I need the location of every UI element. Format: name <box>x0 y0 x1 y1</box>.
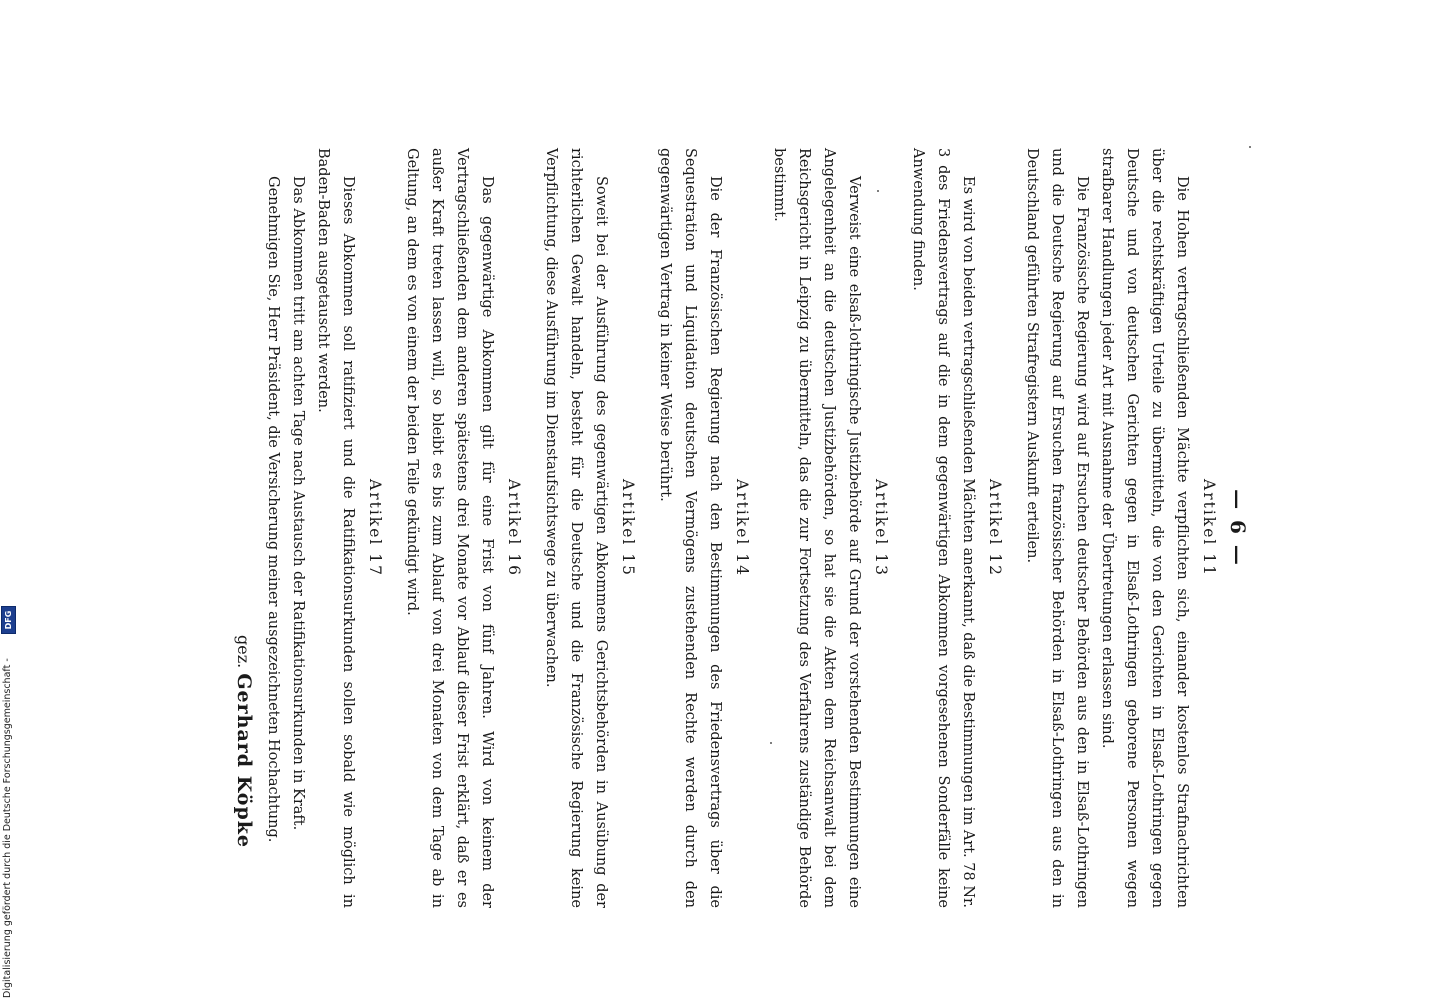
page-number: — 6 — <box>1226 489 1250 567</box>
article-paragraph: Das Abkommen tritt am achten Tage nach Austausch der Ratifikationsurkunden in Kraft. <box>290 176 306 831</box>
article-paragraph: Die Französische Regierung wird auf Ersuchen deutscher Behörden aus den in Elsaß-Lothringen und die Deutsche Regierung auf Ersuchen französischer Behörden in Elsaß-Lothringen aus den in Deutschland geführten Strafregistern Auskunft erteilen. <box>1024 148 1090 908</box>
article-heading: Artikel 13 <box>872 479 890 577</box>
scan-speck <box>1249 146 1251 148</box>
article-paragraph: Die Hohen vertragschließenden Mächte verpflichten sich, einander kostenlos Strafnachrichten über die rechtskräftigen Urteile zu übermitteln, die von den Gerichten in Elsaß-Lothringen gegen Deutsche und von deutschen Gerichten gegen in Elsaß-Lothringen geborene Personen wegen strafbarer Handlungen jeder Art mit Ausnahme der Übertretungen erlassen sind. <box>1099 148 1190 908</box>
scan-speck <box>877 190 879 192</box>
article-paragraph: Die der Französischen Regierung nach den Bestimmungen des Friedensvertrags über die Sequestration und Liquidation deutschen Vermögens zustehenden Rechte werden durch den gegenwärtigen Vertrag in keiner Weise berührt. <box>657 148 723 908</box>
article-14 <box>652 148 754 908</box>
article-15 <box>538 148 640 908</box>
dfg-logo-icon: DFG <box>1 606 16 634</box>
article-12 <box>905 148 1007 908</box>
article-17 <box>260 148 387 908</box>
scan-speck <box>770 742 772 744</box>
rotated-page-viewport <box>200 128 1250 928</box>
digitization-notice <box>0 606 16 998</box>
document-page <box>200 128 1250 928</box>
signature-block <box>231 148 256 908</box>
article-11 <box>1019 148 1221 908</box>
article-paragraph: Verweist eine elsaß-lothringische Justizbehörde auf Grund der vorstehenden Bestimmungen eine Angelegenheit an die deutschen Justizbehörden, so hat sie die Akten dem Reichsanwalt bei dem Reichsgericht in Leipzig zu übermitteln, das die zur Fortsetzung des Verfahrens zuständige Behörde bestimmt. <box>771 148 862 908</box>
digitization-notice-text: Digitalisierung gefördert durch die Deutsche Forschungsgemeinschaft - <box>2 658 13 998</box>
article-16 <box>399 148 526 908</box>
article-heading: Artikel 15 <box>619 479 637 577</box>
article-paragraph: Es wird von beiden vertragschließenden Mächten anerkannt, daß die Bestimmungen im Art. 78 Nr. 3 des Friedensvertrags auf die in dem gegenwärtigen Abkommen vorgesehenen Sonderfälle keine Anwendung finden. <box>910 148 976 908</box>
signature-name: Gerhard Köpke <box>233 673 255 848</box>
article-13 <box>766 148 893 908</box>
article-paragraph: Dieses Abkommen soll ratifiziert und die Ratifikationsurkunden sollen sobald wie möglich in Baden-Baden ausgetauscht werden. <box>315 148 356 908</box>
article-heading: Artikel 16 <box>505 479 523 577</box>
article-heading: Artikel 11 <box>1200 479 1218 577</box>
article-heading: Artikel 12 <box>986 479 1004 577</box>
article-paragraph: Soweit bei der Ausführung des gegenwärtigen Abkommens Gerichtsbehörden in Ausübung der richterlichen Gewalt handeln, besteht für die Deutsche und die Französische Regierung keine Verpflichtung, diese Ausführung im Dienstaufsichtswege zu überwachen. <box>543 148 609 908</box>
article-heading: Artikel 17 <box>366 479 384 577</box>
signature-prefix: gez. <box>234 635 253 669</box>
article-heading: Artikel 14 <box>733 479 751 577</box>
closing-paragraph: Genehmigen Sie, Herr Präsident, die Versicherung meiner ausgezeichneten Hochachtung. <box>265 176 281 843</box>
article-paragraph: Das gegenwärtige Abkommen gilt für eine Frist von fünf Jahren. Wird von keinem der Vertragschließenden dem anderen spätestens drei Monate vor Ablauf dieser Frist erklärt, daß er es außer Kraft treten lassen will, so bleibt es bis zum Ablauf von drei Monaten von dem Tage ab in Geltung, an dem es von einem der beiden Teile gekündigt wird. <box>404 148 495 908</box>
